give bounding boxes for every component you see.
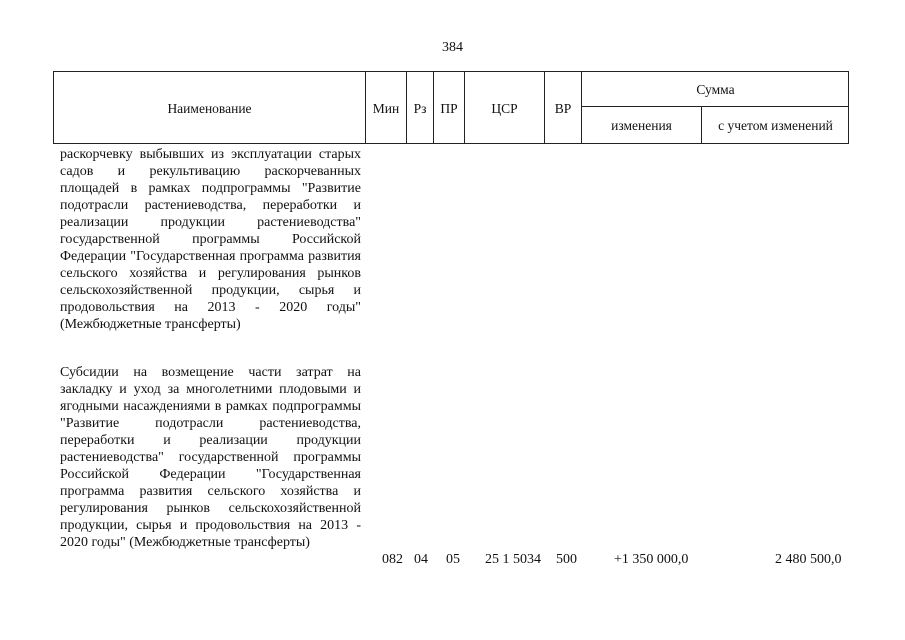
header-vr: ВР (554, 100, 572, 116)
cell-with-changes: 2 480 500,0 (775, 552, 842, 567)
cell-pr: 05 (446, 552, 460, 567)
cell-vr: 500 (556, 552, 577, 567)
header-csr: ЦСР (491, 100, 518, 116)
table-row-name: раскорчевку выбывших из эксплуатации старых садов и рекультивацию раскорчеванных площадей в рамках подпрограммы "Развитие подотрасли растениеводства, переработки и реализации продукции растениеводства" государственной программы Российской Федерации "Государственная программа развития сельского хозяйства и регулирования рынков сельскохозяйственной продукции, сырья и продовольствия на 2013 - 2020 годы" (Межбюджетные трансферты) (60, 147, 361, 332)
header-min: Мин (372, 100, 400, 116)
cell-rz: 04 (414, 552, 428, 567)
header-with-changes: с учетом изменений (718, 118, 833, 133)
header-rz: Рз (413, 100, 427, 116)
header-changes: изменения (611, 118, 672, 133)
table-header (53, 71, 849, 144)
cell-csr: 25 1 5034 (485, 552, 541, 567)
cell-changes: +1 350 000,0 (614, 552, 689, 567)
table-row-name: Субсидии на возмещение части затрат на закладку и уход за многолетними плодовыми и ягодными насаждениями в рамках подпрограммы "Развитие подотрасли растениеводства, переработки и реализации продукции растениеводства" государственной программы Российской Федерации "Государственная программа развития сельского хозяйства и регулирования рынков сельскохозяйственной продукции, сырья и продовольствия на 2013 - 2020 годы" (Межбюджетные трансферты) (60, 365, 361, 550)
header-name: Наименование (167, 100, 252, 116)
cell-min: 082 (382, 552, 403, 567)
header-sum: Сумма (696, 81, 735, 97)
header-pr: ПР (440, 100, 458, 116)
page-number: 384 (442, 40, 463, 55)
